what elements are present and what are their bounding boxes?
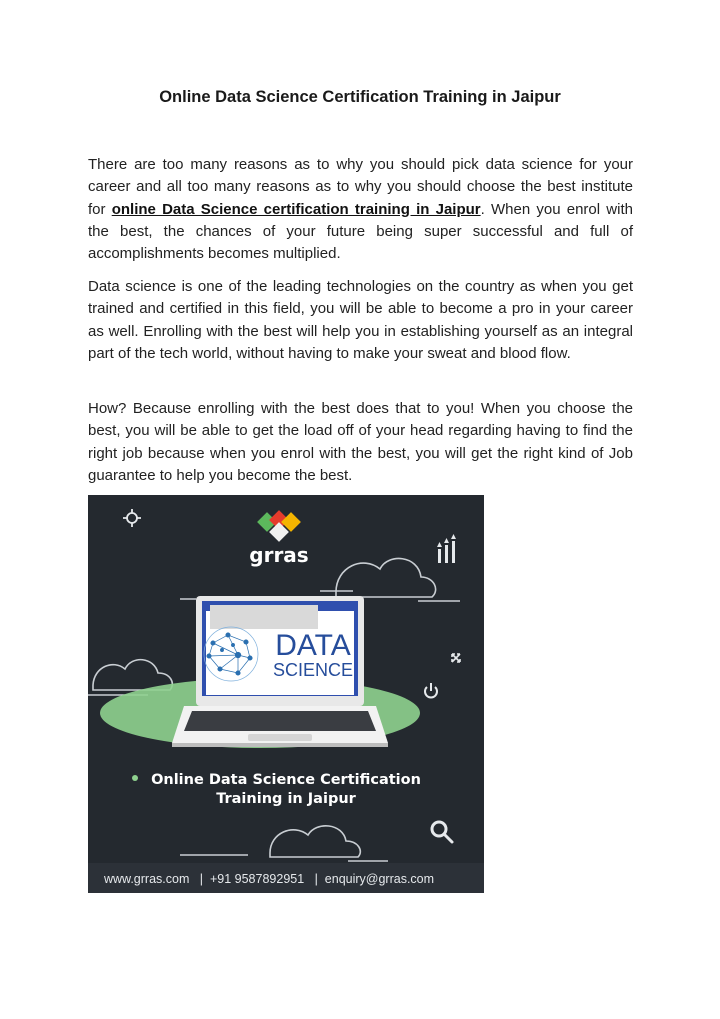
screen-subtitle: SCIENCE (272, 660, 354, 680)
paragraph-intro (88, 154, 633, 265)
training-link[interactable]: online Data Science certification training in Jaipur (111, 200, 481, 218)
page-title: Online Data Science Certification Training in Jaipur (159, 88, 561, 106)
logo-text: grras (249, 543, 309, 567)
banner-contact-info: www.grras.com | +91 9587892951 | enquiry@grras.com (103, 872, 435, 886)
banner-headline-line2: Training in Jaipur (216, 791, 356, 807)
banner-headline-line1: Online Data Science Certification (151, 772, 421, 788)
screen-title: DATA (275, 629, 351, 662)
promo-banner-image (88, 495, 484, 893)
paragraph-intro-text: There are too many reasons as to why you should pick data science for your career and all too many reasons as to why you should choose the best institute for (88, 156, 633, 218)
paragraph-job-guarantee: How? Because enrolling with the best does that to you! When you choose the best, you will be able to get the load off of your head regarding having to find the right job because when you enrol with the best, you will get the right kind of Job guarantee to help you become the best. (88, 400, 633, 484)
paragraph-intro-text-end: . When you enrol with the best, the chances of your future being super successful and full of accomplishments becomes multiplied. (88, 200, 633, 263)
bullet-dot (132, 775, 138, 781)
paragraph-technology: Data science is one of the leading technologies on the country as when you get trained and certified in this field, you will be able to become a pro in your career as well. Enrolling with the best will help you in establishing yourself as an integral part of the tech world, without having to make your sweat and blood flow. (88, 278, 633, 362)
laptop-illustration (172, 596, 388, 747)
